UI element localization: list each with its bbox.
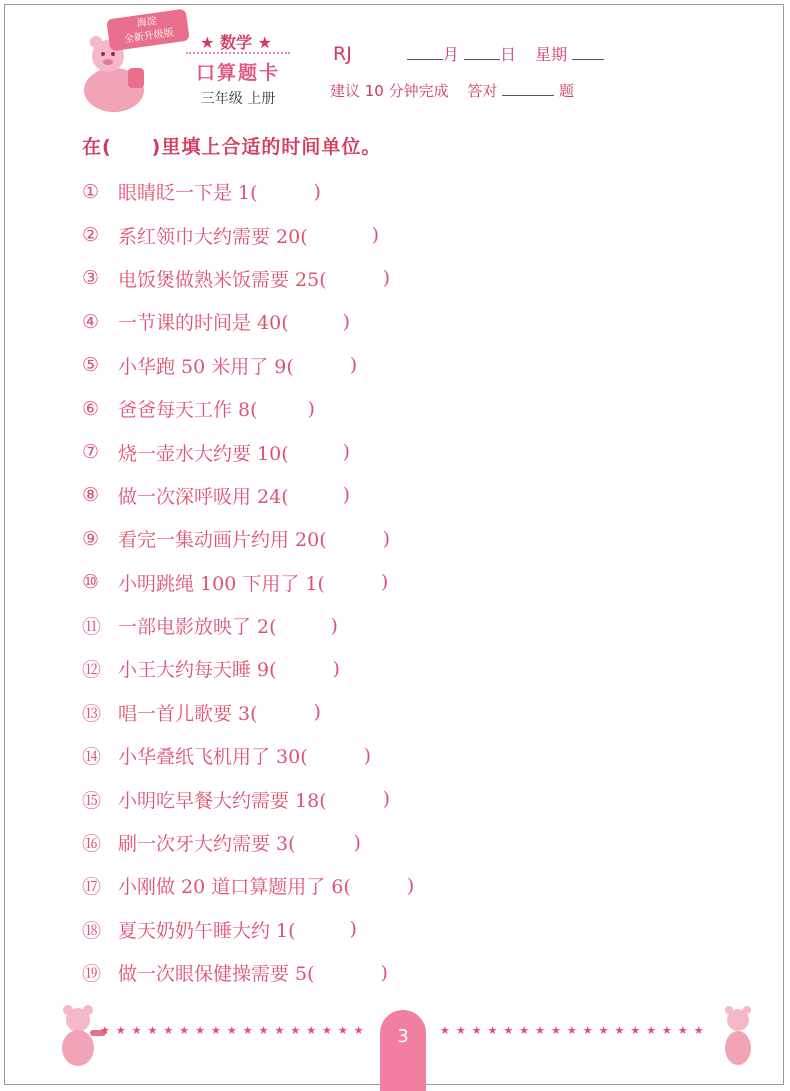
question-number: ⑯	[82, 833, 102, 856]
closing-paren: )	[313, 180, 321, 203]
question-row	[82, 604, 682, 647]
weekday-blank	[572, 45, 604, 60]
question-number: ⑰	[82, 876, 102, 899]
correct-count-blank	[502, 81, 554, 96]
question-row	[82, 257, 682, 300]
closing-paren: )	[307, 397, 315, 420]
question-number: ⑬	[82, 702, 102, 725]
question-row	[82, 691, 682, 734]
question-text: 小明吃早餐大约需要 18(	[118, 789, 327, 812]
closing-paren: )	[349, 918, 357, 941]
question-number: ⑪	[82, 616, 102, 639]
closing-paren: )	[380, 961, 388, 984]
closing-paren: )	[406, 874, 415, 897]
subject-label: ★ 数学 ★	[200, 33, 272, 52]
question-number: ⑦	[82, 441, 100, 464]
question-text: 小华叠纸飞机用了 30(	[118, 746, 308, 769]
question-text: 刷一次牙大约需要 3(	[118, 833, 296, 856]
closing-paren: )	[332, 657, 340, 680]
question-row	[82, 951, 682, 994]
star-border-left: ★★★★★★★★★★★★★★★★★	[100, 1024, 370, 1037]
question-row	[82, 864, 682, 907]
completion-line	[330, 80, 574, 101]
closing-paren: )	[342, 441, 351, 464]
closing-paren: )	[349, 354, 358, 377]
question-number: ⑭	[82, 746, 102, 769]
question-row	[82, 908, 682, 951]
closing-paren: )	[313, 701, 321, 724]
question-number: ⑩	[82, 571, 100, 594]
page-number: 3	[380, 1010, 426, 1091]
question-list	[82, 170, 682, 994]
edition-code: RJ	[333, 43, 352, 65]
date-line	[333, 42, 604, 65]
question-text: 唱一首儿歌要 3(	[118, 702, 258, 725]
question-row	[82, 734, 682, 777]
question-row	[82, 561, 682, 604]
closing-paren: )	[382, 788, 391, 811]
question-text: 烧一壶水大约要 10(	[118, 442, 289, 465]
question-text: 一部电影放映了 2(	[118, 616, 277, 639]
star-border-right: ★★★★★★★★★★★★★★★★★	[440, 1024, 710, 1037]
question-number: ⑫	[82, 659, 102, 682]
question-number: ①	[82, 180, 100, 203]
question-row	[82, 387, 682, 430]
question-text: 看完一集动画片约用 20(	[118, 529, 327, 552]
title-divider	[186, 52, 290, 54]
closing-paren: )	[371, 224, 380, 247]
question-text: 眼睛眨一下是 1(	[118, 182, 258, 205]
closing-paren: )	[382, 527, 391, 550]
question-number: ⑮	[82, 789, 102, 812]
question-row	[82, 344, 682, 387]
question-row	[82, 777, 682, 820]
closing-paren: )	[330, 614, 338, 637]
grade-label: 三年级 上册	[200, 91, 276, 107]
question-row	[82, 647, 682, 690]
question-number: ⑧	[82, 484, 100, 507]
question-row	[82, 170, 682, 213]
question-text: 做一次眼保健操需要 5(	[118, 963, 315, 986]
question-text: 小王大约每天睡 9(	[118, 659, 277, 682]
weekday-label: 星期	[535, 45, 568, 64]
month-blank	[407, 45, 443, 60]
question-number: ②	[82, 224, 100, 247]
question-number: ③	[82, 267, 100, 290]
badge-line2: 全新升级版	[123, 27, 175, 46]
time-suggestion: 建议 10 分钟完成	[330, 82, 449, 100]
pink-bear-left-icon	[50, 1002, 110, 1072]
badge-line1: 海淀	[136, 15, 158, 30]
question-row	[82, 430, 682, 473]
card-title: 口算题卡	[195, 62, 280, 84]
question-text: 一节课的时间是 40(	[118, 312, 289, 335]
question-unit: 题	[558, 82, 574, 100]
closing-paren: )	[342, 310, 351, 333]
question-text: 爸爸每天工作 8(	[118, 399, 258, 422]
closing-paren: )	[353, 831, 361, 854]
question-number: ⑲	[82, 963, 102, 986]
pink-bear-right-icon	[716, 1004, 760, 1070]
question-text: 小华跑 50 米用了 9(	[118, 355, 294, 378]
closing-paren: )	[380, 571, 389, 594]
closing-paren: )	[342, 484, 351, 507]
correct-label: 答对	[467, 82, 498, 100]
question-row	[82, 474, 682, 517]
question-text: 系红领巾大约需要 20(	[118, 225, 308, 248]
question-text: 做一次深呼吸用 24(	[118, 485, 289, 508]
day-label: 日	[500, 45, 517, 64]
closing-paren: )	[382, 267, 391, 290]
closing-paren: )	[363, 744, 372, 767]
question-row	[82, 821, 682, 864]
month-label: 月	[442, 45, 459, 64]
question-text: 夏天奶奶午睡大约 1(	[118, 919, 296, 942]
day-blank	[464, 45, 500, 60]
question-number: ⑤	[82, 354, 100, 377]
question-number: ⑥	[82, 397, 100, 420]
question-row	[82, 213, 682, 256]
question-number: ④	[82, 310, 100, 333]
question-row	[82, 300, 682, 343]
question-text: 小明跳绳 100 下用了 1(	[118, 572, 325, 595]
question-text: 小刚做 20 道口算题用了 6(	[118, 876, 351, 899]
question-row	[82, 517, 682, 560]
question-number: ⑨	[82, 527, 100, 550]
question-number: ⑱	[82, 919, 102, 942]
instruction: 在( )里填上合适的时间单位。	[82, 136, 382, 158]
question-text: 电饭煲做熟米饭需要 25(	[118, 268, 327, 291]
